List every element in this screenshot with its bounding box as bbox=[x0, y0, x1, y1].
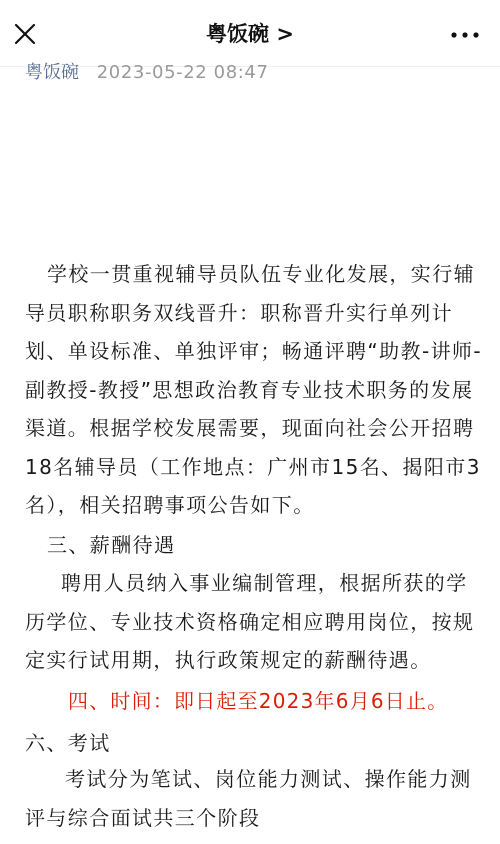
top-navigation-bar bbox=[0, 0, 500, 67]
text-line: 18名辅导员（工作地点：广州市15名、揭阳市3 bbox=[25, 454, 481, 479]
section-time-highlight: 四、时间：即日起至2023年6月6日止。 bbox=[68, 689, 449, 713]
publish-date: 2023-05-22 08:47 bbox=[96, 62, 269, 83]
text-line: 副教授-教授”思想政治教育专业技术职务的发展 bbox=[25, 377, 474, 402]
more-icon[interactable] bbox=[450, 25, 480, 45]
text-line: 历学位、专业技术资格确定相应聘用岗位，按规 bbox=[25, 609, 475, 634]
salary-paragraph bbox=[25, 564, 487, 680]
exam-paragraph bbox=[25, 760, 487, 837]
close-icon[interactable] bbox=[12, 21, 38, 47]
article-meta bbox=[25, 61, 269, 85]
intro-paragraph bbox=[25, 255, 487, 525]
text-line: 定实行试用期，执行政策规定的薪酬待遇。 bbox=[25, 648, 432, 672]
account-title-link[interactable]: 粤饭碗 > bbox=[206, 22, 294, 46]
text-line: 聘用人员纳入事业编制管理，根据所获的学 bbox=[61, 571, 468, 595]
text-line: 学校一贯重视辅导员队伍专业化发展，实行辅 bbox=[47, 262, 475, 286]
author-link[interactable]: 粤饭碗 bbox=[25, 62, 79, 83]
text-line: 渠道。根据学校发展需要，现面向社会公开招聘 bbox=[25, 416, 475, 440]
section-heading-salary: 三、薪酬待遇 bbox=[47, 533, 176, 557]
text-line: 划、单设标准、单独评审；畅通评聘“助教-讲师- bbox=[25, 339, 482, 363]
text-line: 名），相关招聘事项公告如下。 bbox=[25, 493, 315, 517]
text-line: 导员职称职务双线晋升：职称晋升实行单列计 bbox=[25, 300, 453, 325]
section-heading-exam: 六、考试 bbox=[25, 731, 111, 755]
text-line: 评与综合面试共三个阶段 bbox=[25, 805, 261, 830]
text-line: 考试分为笔试、岗位能力测试、操作能力测 bbox=[65, 767, 472, 791]
